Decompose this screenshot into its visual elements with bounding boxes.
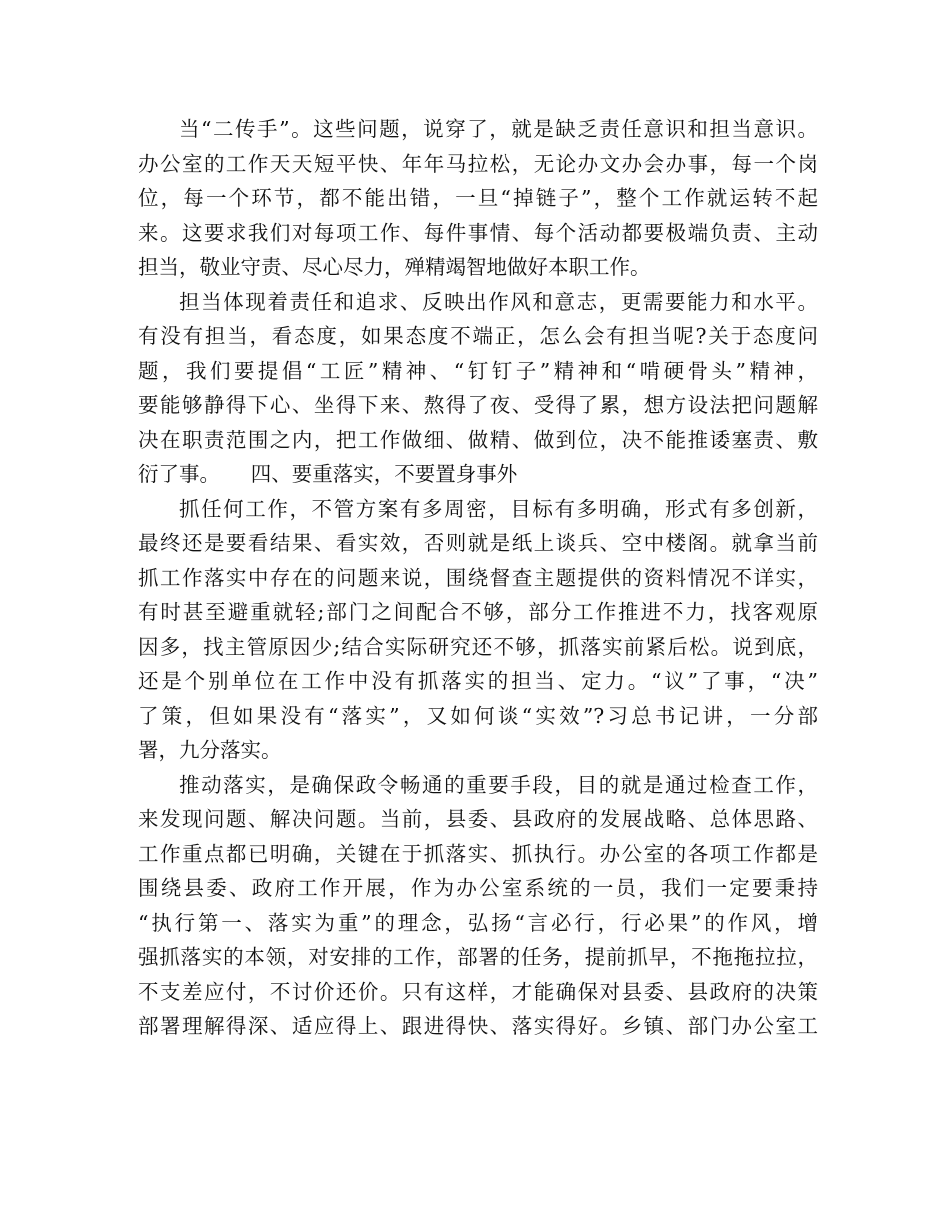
- text-line: 位，每一个环节，都不能出错，一旦“掉链子”，整个工作就运转不起: [138, 186, 818, 210]
- text-line: 推动落实，是确保政令畅通的重要手段，目的就是通过检查工作，: [179, 772, 818, 797]
- text-line: 担当体现着责任和追求、反映出作风和意志，更需要能力和水平。: [179, 289, 818, 314]
- text-line: 办公室的工作天天短平快、年年马拉松，无论办文办会办事，每一个岗: [138, 151, 818, 176]
- text-line: 抓工作落实中存在的问题来说，围绕督查主题提供的资料情况不详实，: [138, 565, 818, 590]
- text-line: 题，我们要提倡“工匠”精神、“钉钉子”精神和“啃硬骨头”精神，: [138, 358, 818, 383]
- text-line: 不支差应付，不讨价还价。只有这样，才能确保对县委、县政府的决策: [138, 979, 818, 1004]
- text-line: 决在职责范围之内，把工作做细、做精、做到位，决不能推诿塞责、敷: [138, 427, 818, 452]
- text-line: 署，九分落实。: [138, 738, 282, 762]
- text-line: 衍了事。 四、要重落实，不要置身事外: [138, 462, 518, 486]
- text-line: 围绕县委、政府工作开展，作为办公室系统的一员，我们一定要秉持: [138, 876, 818, 900]
- text-line: 抓任何工作，不管方案有多周密，目标有多明确，形式有多创新，: [179, 496, 818, 521]
- text-line: 还是个别单位在工作中没有抓落实的担当、定力。“议”了事，“决”: [138, 669, 818, 693]
- text-line: 工作重点都已明确，关键在于抓落实、抓执行。办公室的各项工作都是: [138, 841, 818, 866]
- text-line: 有时甚至避重就轻;部门之间配合不够，部分工作推进不力，找客观原: [138, 600, 818, 624]
- text-line: 有没有担当，看态度，如果态度不端正，怎么会有担当呢?关于态度问: [138, 324, 818, 348]
- text-line: 来。这要求我们对每项工作、每件事情、每个活动都要极端负责、主动: [138, 220, 818, 245]
- text-line: 担当，敬业守责、尽心尽力，殚精竭智地做好本职工作。: [138, 255, 651, 279]
- text-line: 部署理解得深、适应得上、跟进得快、落实得好。乡镇、部门办公室工: [138, 1014, 818, 1038]
- text-line: “执行第一、落实为重”的理念，弘扬“言必行，行必果”的作风，增: [138, 910, 818, 935]
- text-line: 最终还是要看结果、看实效，否则就是纸上谈兵、空中楼阁。就拿当前: [138, 531, 818, 555]
- text-line: 要能够静得下心、坐得下来、熬得了夜、受得了累，想方设法把问题解: [138, 393, 818, 417]
- text-line: 了策，但如果没有“落实”，又如何谈“实效”?习总书记讲，一分部: [138, 703, 818, 728]
- text-line: 因多，找主管原因少;结合实际研究还不够，抓落实前紧后松。说到底，: [138, 634, 818, 659]
- text-line: 当“二传手”。这些问题，说穿了，就是缺乏责任意识和担当意识。: [179, 117, 818, 141]
- text-line: 强抓落实的本领，对安排的工作，部署的任务，提前抓早，不拖拖拉拉，: [138, 945, 818, 969]
- document-body: [138, 112, 818, 1044]
- text-line: 来发现问题、解决问题。当前，县委、县政府的发展战略、总体思路、: [138, 807, 818, 831]
